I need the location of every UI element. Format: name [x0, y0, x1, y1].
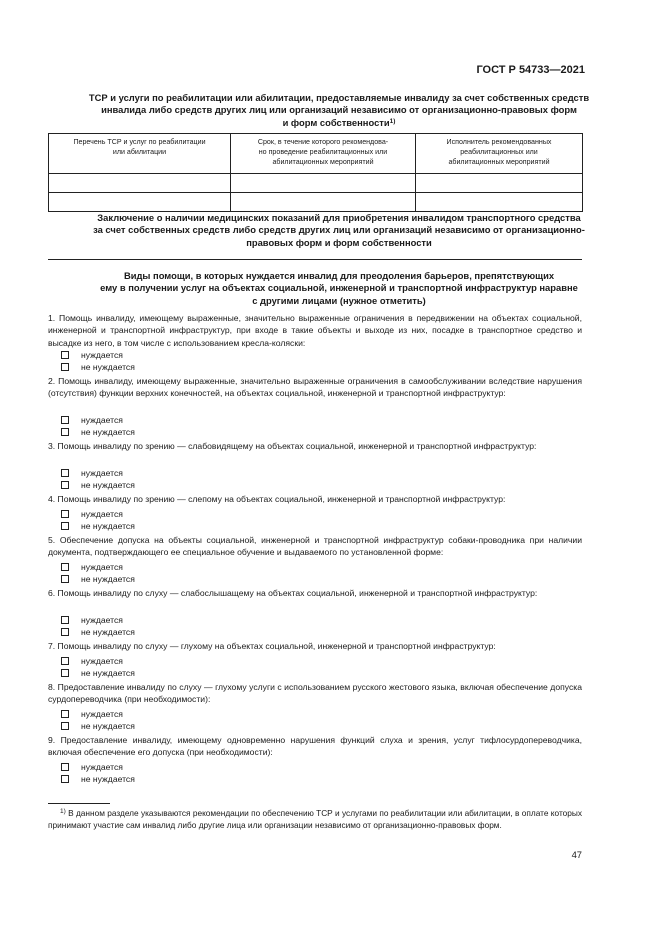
assistance-item-9: 9. Предоставление инвалиду, имеющему одновременно нарушения функций слуха и зрения, услуг тифлосурдопереводчика, включая обеспечение его допуска (при необходимости):	[48, 735, 582, 758]
option-not-needs[interactable]	[61, 720, 135, 732]
checkbox[interactable]	[61, 428, 69, 436]
table-cell[interactable]	[416, 174, 583, 193]
assistance-item-4: 4. Помощь инвалиду по зрению — слепому на объектах социальной, инженерной и транспортной инфраструктур:	[48, 494, 506, 504]
section-title-assistance: Виды помощи, в которых нуждается инвалид для преодоления барьеров, препятствующих ему в получении услуг на объектах социальной, инженерной и транспортной инфраструктур наравне с другими лицами (нужное отметить)	[100, 270, 578, 306]
checkbox[interactable]	[61, 628, 69, 636]
option-label: не нуждается	[81, 521, 135, 531]
assistance-item-3: 3. Помощь инвалиду по зрению — слабовидящему на объектах социальной, инженерной и транспортной инфраструктур:	[48, 441, 537, 451]
assistance-item-5: 5. Обеспечение допуска на объекты социальной, инженерной и транспортной инфраструктур собаки-проводника при наличии документа, подтверждающего ее специальное обучение и выдаваемого по установленной форме:	[48, 535, 582, 558]
checkbox[interactable]	[61, 775, 69, 783]
table-cell[interactable]	[416, 193, 583, 212]
checkbox[interactable]	[61, 563, 69, 571]
assistance-item-2: 2. Помощь инвалиду, имеющему выраженные, значительно выраженные ограничения в самообслуживании вследствие нарушения (отсутствия) функции верхних конечностей, на объектах социальной, инженерной и транспортной инфраструктур:	[48, 376, 582, 399]
checkbox[interactable]	[61, 722, 69, 730]
option-label: нуждается	[81, 468, 123, 478]
checkbox[interactable]	[61, 522, 69, 530]
footnote-mark: 1)	[389, 117, 396, 125]
checkbox[interactable]	[61, 710, 69, 718]
option-label: нуждается	[81, 762, 123, 772]
option-label: не нуждается	[81, 627, 135, 637]
option-not-needs[interactable]	[61, 361, 135, 373]
option-label: не нуждается	[81, 668, 135, 678]
option-label: не нуждается	[81, 427, 135, 437]
option-needs[interactable]	[61, 467, 123, 479]
checkbox[interactable]	[61, 616, 69, 624]
option-label: нуждается	[81, 509, 123, 519]
option-not-needs[interactable]	[61, 520, 135, 532]
assistance-item-1: 1. Помощь инвалиду, имеющему выраженные, значительно выраженные ограничения в передвижении на объектах социальной, инженерной и транспортной инфраструктур, при входе в такие объекты и выходе из них, посадке в транспортное средство и высадке из него, в том числе с использованием кресла-коляски:	[48, 313, 582, 348]
section-title-text: ТСР и услуги по реабилитации или абилитации, предоставляемые инвалиду за счет собственных средств инвалида либо средств других лиц или организаций независимо от организационно-правовых форм и форм собственности	[88, 92, 590, 128]
checkbox[interactable]	[61, 351, 69, 359]
standard-designation: ГОСТ Р 54733—2021	[476, 64, 585, 76]
option-needs[interactable]	[61, 508, 123, 520]
table-header-row	[49, 134, 583, 174]
col-header-term: Срок, в течение которого рекомендова- но проведение реабилитационных или абилитационных мероприятий	[231, 134, 416, 174]
option-needs[interactable]	[61, 414, 123, 426]
option-label: не нуждается	[81, 774, 135, 784]
option-label: нуждается	[81, 709, 123, 719]
footnote-mark: 1)	[60, 808, 66, 815]
page-number: 47	[571, 849, 582, 860]
footnote	[48, 807, 582, 832]
col-header-executor: Исполнитель рекомендованных реабилитационных или абилитационных мероприятий	[416, 134, 583, 174]
checkbox[interactable]	[61, 510, 69, 518]
option-needs[interactable]	[61, 614, 123, 626]
option-not-needs[interactable]	[61, 626, 135, 638]
option-not-needs[interactable]	[61, 773, 135, 785]
checkbox[interactable]	[61, 575, 69, 583]
option-label: не нуждается	[81, 480, 135, 490]
assistance-item-6: 6. Помощь инвалиду по слуху — слабослышащему на объектах социальной, инженерной и транспортной инфраструктур:	[48, 588, 538, 598]
option-label: нуждается	[81, 562, 123, 572]
option-not-needs[interactable]	[61, 573, 135, 585]
table-row	[49, 174, 583, 193]
checkbox[interactable]	[61, 363, 69, 371]
checkbox[interactable]	[61, 416, 69, 424]
table-cell[interactable]	[231, 193, 416, 212]
table-cell[interactable]	[231, 174, 416, 193]
fill-line[interactable]	[48, 259, 582, 260]
option-not-needs[interactable]	[61, 479, 135, 491]
option-needs[interactable]	[61, 349, 123, 361]
checkbox[interactable]	[61, 669, 69, 677]
option-label: нуждается	[81, 415, 123, 425]
col-header-list: Перечень ТСР и услуг по реабилитации или абилитации	[49, 134, 231, 174]
option-not-needs[interactable]	[61, 667, 135, 679]
table-row	[49, 193, 583, 212]
option-needs[interactable]	[61, 561, 123, 573]
option-needs[interactable]	[61, 655, 123, 667]
option-not-needs[interactable]	[61, 426, 135, 438]
checkbox[interactable]	[61, 763, 69, 771]
footnote-separator	[48, 803, 110, 804]
option-label: нуждается	[81, 656, 123, 666]
option-needs[interactable]	[61, 708, 123, 720]
option-label: не нуждается	[81, 362, 135, 372]
checkbox[interactable]	[61, 657, 69, 665]
assistance-item-7: 7. Помощь инвалиду по слуху — глухому на объектах социальной, инженерной и транспортной инфраструктур:	[48, 641, 496, 651]
option-label: нуждается	[81, 350, 123, 360]
checkbox[interactable]	[61, 481, 69, 489]
option-needs[interactable]	[61, 761, 123, 773]
table-cell[interactable]	[49, 174, 231, 193]
option-label: не нуждается	[81, 721, 135, 731]
assistance-item-8: 8. Предоставление инвалиду по слуху — глухому услуги с использованием русского жестового языка, включая обеспечение допуска сурдопереводчика (при необходимости):	[48, 682, 582, 705]
tsr-table	[48, 133, 583, 212]
option-label: не нуждается	[81, 574, 135, 584]
section-title-tsr	[48, 92, 630, 129]
checkbox[interactable]	[61, 469, 69, 477]
option-label: нуждается	[81, 615, 123, 625]
section-title-vehicle: Заключение о наличии медицинских показаний для приобретения инвалидом транспортного средства за счет собственных средств либо средств других лиц или организаций независимо от организационно- правовых форм и форм собственности	[93, 212, 585, 248]
footnote-text: В данном разделе указываются рекомендации по обеспечению ТСР и услугами по реабилитации или абилитации, в оплате которых принимают участие сам инвалид либо другие лица или организации независимо от организационно-правовых форм.	[48, 808, 582, 831]
table-cell[interactable]	[49, 193, 231, 212]
